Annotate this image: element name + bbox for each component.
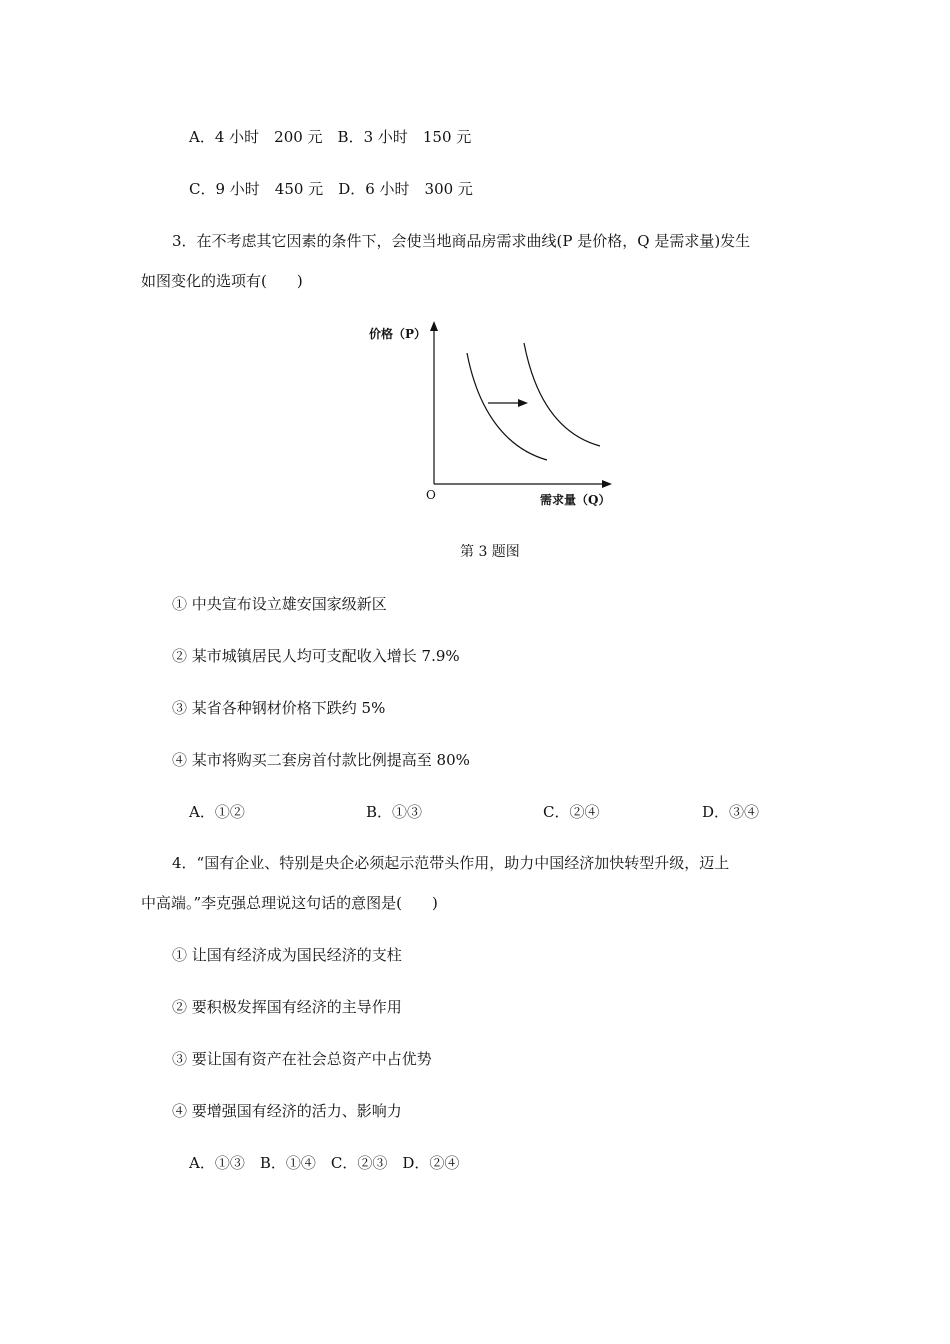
q4-item-4: ④ 要增强国有经济的活力、影响力 <box>172 1102 402 1120</box>
origin-label: O <box>426 488 436 502</box>
q4-item-2: ② 要积极发挥国有经济的主导作用 <box>172 998 402 1016</box>
q2-options-line-1: A．4 小时 200 元 B．3 小时 150 元 <box>189 128 472 146</box>
q3-item-4: ④ 某市将购买二套房首付款比例提高至 80% <box>172 751 470 769</box>
q3-option-a: A．①② <box>189 803 245 821</box>
q3-option-d: D．③④ <box>702 803 760 821</box>
q3-item-1: ① 中央宣布设立雄安国家级新区 <box>172 595 387 613</box>
demand-curve-shifted <box>524 343 600 446</box>
x-axis-arrow-icon <box>602 480 612 488</box>
shift-arrow-head-icon <box>518 399 528 407</box>
q3-item-2: ② 某市城镇居民人均可支配收入增长 7.9% <box>172 647 460 665</box>
x-axis-label: 需求量（Q） <box>540 493 611 507</box>
q4-options-line: A．①③ B．①④ C．②③ D．②④ <box>189 1154 460 1172</box>
q3-option-c: C．②④ <box>543 803 600 821</box>
q3-item-3: ③ 某省各种钢材价格下跌约 5% <box>172 699 386 717</box>
q3-option-b: B．①③ <box>366 803 423 821</box>
q4-stem-line-2: 中高端。”李克强总理说这句话的意图是( ) <box>141 894 438 912</box>
q3-stem-line-2: 如图变化的选项有( ) <box>141 272 303 290</box>
y-axis-label: 价格（P） <box>369 327 427 341</box>
q4-item-1: ① 让国有经济成为国民经济的支柱 <box>172 946 402 964</box>
q4-stem-line-1: 4．“国有企业、特别是央企必须起示范带头作用，助力中国经济加快转型升级，迈上 <box>172 854 730 872</box>
q2-options-line-2: C．9 小时 450 元 D．6 小时 300 元 <box>189 180 473 198</box>
q4-item-3: ③ 要让国有资产在社会总资产中占优势 <box>172 1050 432 1068</box>
demand-curve-figure <box>0 315 950 515</box>
figure-caption: 第 3 题图 <box>460 544 520 560</box>
q3-stem-line-1: 3．在不考虑其它因素的条件下，会使当地商品房需求曲线(P 是价格，Q 是需求量)发生 <box>172 232 751 250</box>
demand-curve-original <box>467 353 547 460</box>
y-axis-arrow-icon <box>430 321 438 331</box>
